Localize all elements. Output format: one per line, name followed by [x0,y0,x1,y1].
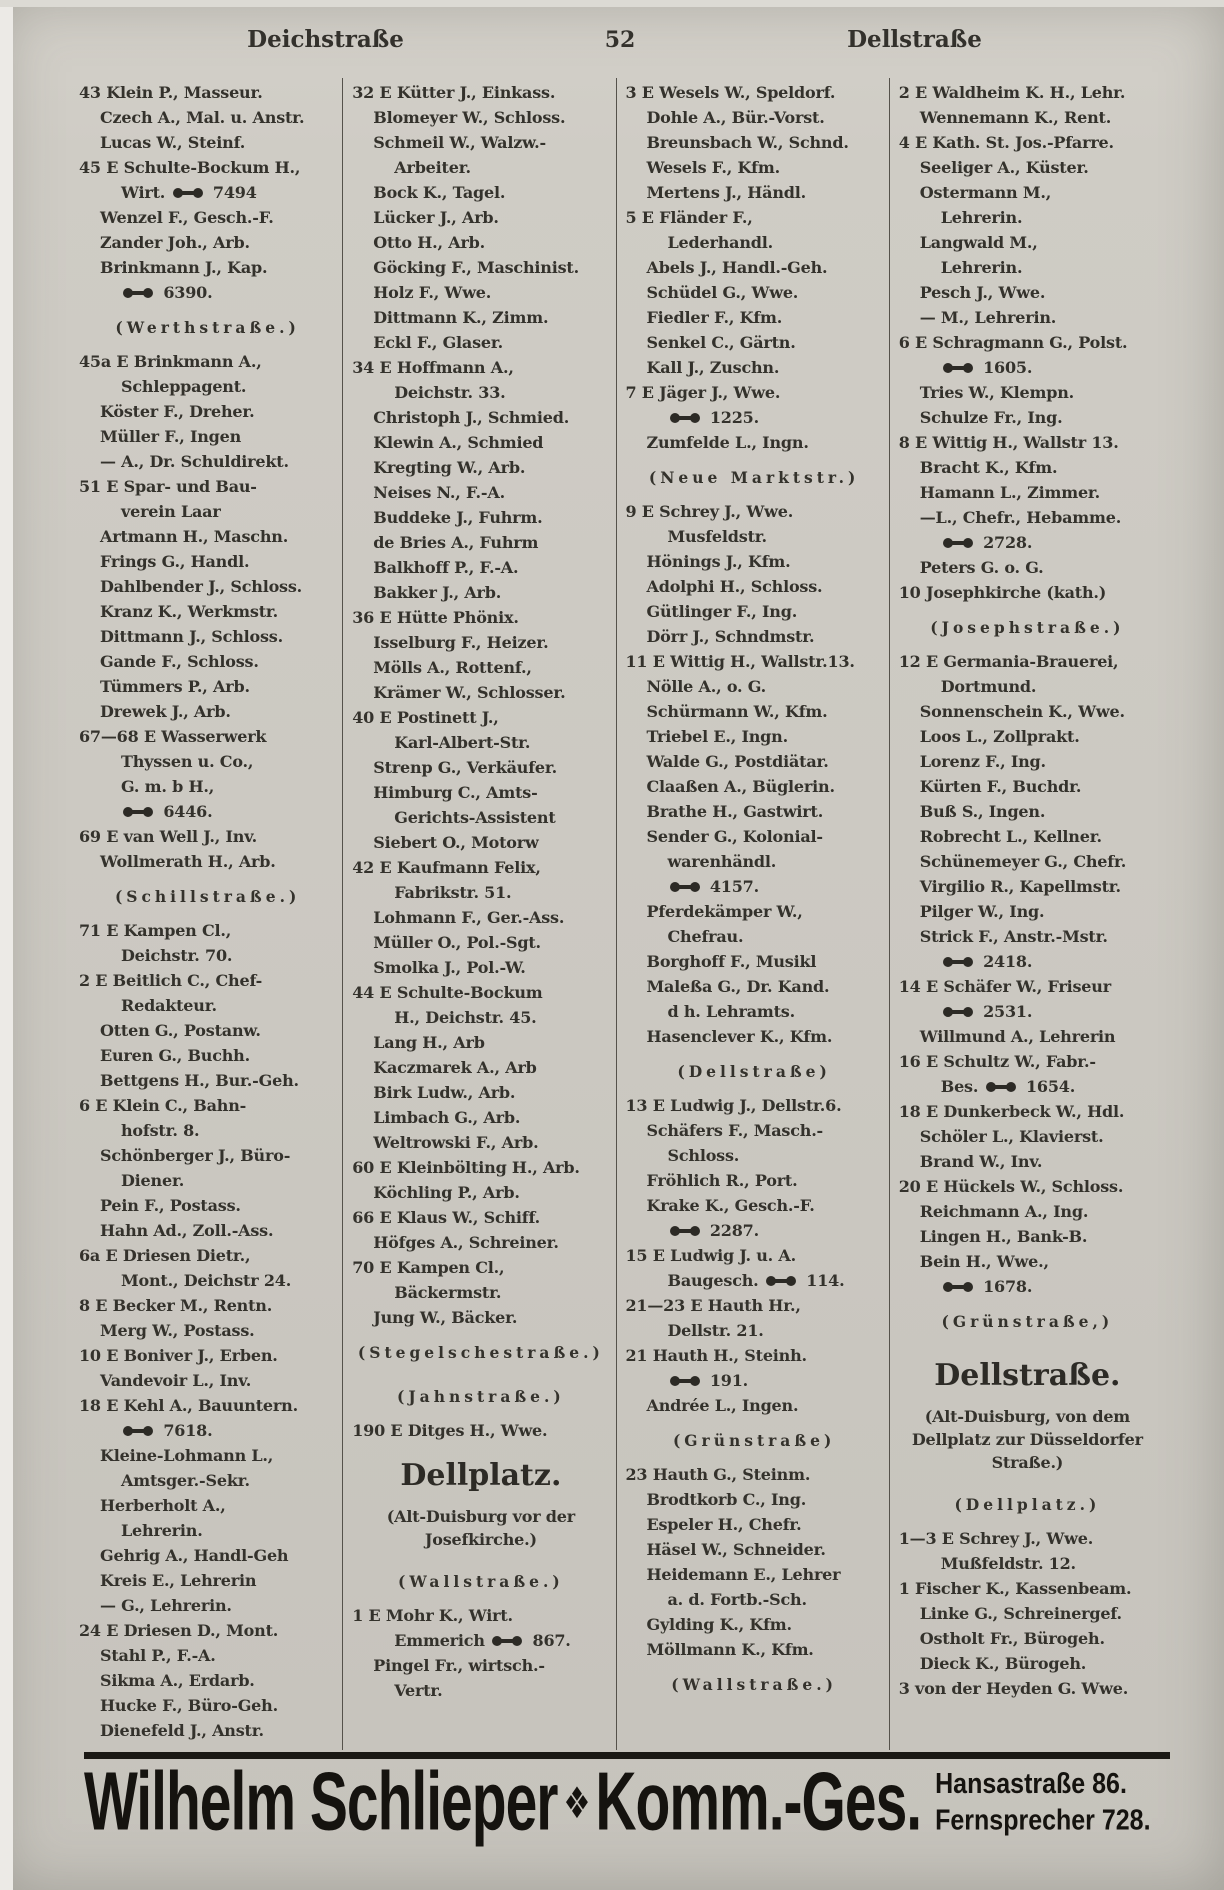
directory-line: Dittmann K., Zimm. [373,308,549,327]
directory-line: Balkhoff P., F.-A. [373,558,519,577]
directory-line: 32 E Kütter J., Einkass. [352,83,556,102]
directory-line: 2287. [626,1218,883,1243]
header-street-left: Deichstraße [247,26,404,53]
directory-line: Dienefeld J., Anstr. [100,1721,264,1740]
directory-line: 71 E Kampen Cl., [79,921,232,940]
directory-line: Walde G., Postdiätar. [646,752,829,771]
phone-icon [123,806,153,818]
directory-line: 5 E Fländer F., [625,208,753,227]
directory-line: Klewin A., Schmied [373,433,544,452]
directory-column-4 [889,78,1162,1750]
directory-line: 11 E Wittig H., Wallstr.13. [625,652,855,671]
directory-line: 23 Hauth G., Steinm. [625,1465,811,1484]
street-crossing-label: (Josephstraße.) [930,618,1125,637]
directory-line: Pferdekämper W., [646,902,803,921]
directory-line: Abels J., Handl.-Geh. [646,258,828,277]
directory-line: Tümmers P., Arb. [100,677,250,696]
directory-line: Hucke F., Büro-Geh. [100,1696,278,1715]
directory-line: Lehrerin. [940,208,1023,227]
directory-line: Diener. [121,1171,185,1190]
directory-line: Strick F., Anstr.-Mstr. [919,927,1108,946]
directory-line: verein Laar [121,502,221,521]
directory-line: Dieck K., Bürogeh. [919,1654,1087,1673]
directory-line: Pingel Fr., wirtsch.- [373,1656,545,1675]
directory-line: Vandevoir L., Inv. [100,1371,252,1390]
directory-line: 13 E Ludwig J., Dellstr.6. [625,1096,842,1115]
phone-icon [670,881,700,893]
directory-line: Siebert O., Motorw [373,833,539,852]
ad-contact-block [935,1765,1187,1839]
directory-line: 66 E Klaus W., Schiff. [352,1208,540,1227]
phone-icon [986,1081,1016,1093]
directory-line: Neises N., F.-A. [373,483,505,502]
directory-line: Willmund A., Lehrerin [919,1027,1116,1046]
directory-line: Langwald M., [919,233,1038,252]
directory-line: Linke G., Schreinergef. [919,1604,1122,1623]
directory-line: Bracht K., Kfm. [919,458,1058,477]
directory-line: Gerichts-Assistent [394,808,556,827]
directory-line: 2 E Beitlich C., Chef- [79,971,263,990]
header-street-right: Dellstraße [847,26,982,53]
directory-line: 43 Klein P., Masseur. [79,83,263,102]
phone-icon [943,1281,973,1293]
phone-icon [670,1225,700,1237]
directory-line: Heidemann E., Lehrer [646,1565,841,1584]
directory-line: Himburg C., Amts- [373,783,538,802]
directory-line: 1—3 E Schrey J., Wwe. [898,1529,1094,1548]
directory-line: 6 E Schragmann G., Polst. [898,333,1128,352]
directory-line: Senkel C., Gärtn. [646,333,796,352]
directory-column-3 [616,78,889,1750]
directory-line: Krake K., Gesch.-F. [646,1196,815,1215]
directory-line: Wollmerath H., Arb. [100,852,276,871]
directory-line: Dortmund. [940,677,1037,696]
directory-line: 6390. [79,280,336,305]
phone-icon [943,537,973,549]
directory-line: 10 E Boniver J., Erben. [79,1346,278,1365]
directory-line: Borghoff F., Musikl [646,952,817,971]
directory-line: Peters G. o. G. [919,558,1044,577]
page-number: 52 [604,27,636,53]
street-section-title: Dellstraße. [934,1358,1121,1393]
ad-company-name [84,1754,921,1850]
directory-line: Gütlinger F., Ing. [646,602,798,621]
directory-line: Lehrerin. [121,1521,203,1540]
directory-line: 42 E Kaufmann Felix, [352,858,541,877]
directory-line: 70 E Kampen Cl., [352,1258,505,1277]
directory-line: Bes. 1654. [940,1077,1076,1096]
directory-line: Dellstr. 21. [667,1321,764,1340]
directory-line: 14 E Schäfer W., Friseur [898,977,1111,996]
ad-company-suffix: Komm.-Ges. [595,1755,922,1849]
phone-icon [123,287,153,299]
directory-line: Maleßa G., Dr. Kand. [646,977,830,996]
directory-line: Triebel E., Ingn. [646,727,788,746]
directory-line: Schleppagent. [121,377,247,396]
street-crossing-label: (Jahnstraße.) [397,1387,565,1406]
directory-line: Limbach G., Arb. [373,1108,521,1127]
directory-line: Bakker J., Arb. [373,583,502,602]
directory-line: 3 E Wesels W., Speldorf. [625,83,836,102]
directory-line: Wenzel F., Gesch.-F. [100,208,274,227]
directory-line: 44 E Schulte-Bockum [352,983,543,1002]
directory-line: Sikma A., Erdarb. [100,1671,255,1690]
directory-line: Baugesch. 114. [667,1271,845,1290]
directory-line: Merg W., Postass. [100,1321,255,1340]
directory-line: 67—68 E Wasserwerk [79,727,267,746]
directory-line: Andrée L., Ingen. [646,1396,799,1415]
scan-edge-top [0,0,1224,7]
directory-line: Artmann H., Maschn. [100,527,289,546]
directory-line: 15 E Ludwig J. u. A. [625,1246,797,1265]
directory-line: 40 E Postinett J., [352,708,499,727]
directory-line: 7 E Jäger J., Wwe. [625,383,781,402]
directory-line: Schöler L., Klavierst. [919,1127,1104,1146]
directory-line: Weltrowski F., Arb. [373,1133,539,1152]
street-crossing-label: (Grünstraße,) [941,1312,1114,1331]
directory-line: Seeliger A., Küster. [919,158,1089,177]
directory-line: 34 E Hoffmann A., [352,358,514,377]
directory-line: 8 E Wittig H., Wallstr 13. [898,433,1119,452]
directory-line: Stahl P., F.-A. [100,1646,216,1665]
directory-line: Emmerich 867. [394,1631,571,1650]
directory-line: 2418. [899,949,1156,974]
phone-icon [943,362,973,374]
scan-edge-left [0,0,13,1890]
directory-line: Wennemann K., Rent. [919,108,1112,127]
street-crossing-label: (Stegelschestraße.) [357,1343,604,1362]
directory-line: Pilger W., Ing. [919,902,1045,921]
directory-line: 16 E Schultz W., Fabr.- [898,1052,1096,1071]
directory-line: Bäckermstr. [394,1283,502,1302]
directory-line: Hasenclever K., Kfm. [646,1027,833,1046]
directory-line: Holz F., Wwe. [373,283,492,302]
directory-line: Thyssen u. Co., [121,752,254,771]
page-header [86,26,1154,53]
directory-line: Mont., Deichstr 24. [121,1271,292,1290]
ad-company-text: Wilhelm Schlieper [84,1755,558,1849]
directory-line: Blomeyer W., Schloss. [373,108,566,127]
phone-icon [173,187,203,199]
directory-line: Karl-Albert-Str. [394,733,531,752]
directory-line: Zander Joh., Arb. [100,233,250,252]
directory-line: 6a E Driesen Dietr., [79,1246,251,1265]
ad-phone: Fernsprecher 728. [935,1804,1151,1837]
phone-icon [670,412,700,424]
directory-line: Kregting W., Arb. [373,458,526,477]
directory-line: Lohmann F., Ger.-Ass. [373,908,565,927]
directory-line: 7618. [79,1418,336,1443]
directory-line: Kranz K., Werkmstr. [100,602,279,621]
directory-line: Musfeldstr. [667,527,767,546]
street-crossing-label: (Schillstraße.) [114,887,301,906]
directory-line: Virgilio R., Kapellmstr. [919,877,1121,896]
phone-icon [492,1635,522,1647]
directory-line: a. d. Fortb.-Sch. [667,1590,807,1609]
directory-column-1 [70,78,342,1750]
directory-line: Pesch J., Wwe. [919,283,1046,302]
directory-line: Wirt. 7494 [121,183,257,202]
directory-line: Vertr. [394,1681,443,1700]
directory-line: 2 E Waldheim K. H., Lehr. [898,83,1126,102]
directory-line: Otto H., Arb. [373,233,486,252]
directory-line: 20 E Hückels W., Schloss. [898,1177,1124,1196]
directory-line: 24 E Driesen D., Mont. [79,1621,279,1640]
directory-line: 69 E van Well J., Inv. [79,827,258,846]
phone-icon [123,1425,153,1437]
directory-line: Amtsger.-Sekr. [121,1471,250,1490]
directory-line: 45 E Schulte-Bockum H., [79,158,301,177]
directory-line: Robrecht L., Kellner. [919,827,1102,846]
directory-line: Otten G., Postanw. [100,1021,261,1040]
directory-line: Reichmann A., Ing. [919,1202,1089,1221]
directory-line: Pein F., Postass. [100,1196,241,1215]
directory-line: Redakteur. [121,996,217,1015]
street-crossing-label: (Wallstraße.) [671,1675,837,1694]
directory-line: 36 E Hütte Phönix. [352,608,519,627]
directory-line: Chefrau. [667,927,744,946]
directory-line: Dittmann J., Schloss. [100,627,283,646]
directory-line: Köster F., Dreher. [100,402,255,421]
directory-line: 190 E Ditges H., Wwe. [352,1421,548,1440]
directory-columns [70,78,1162,1750]
diamond-ornament-icon: ❖ [563,1780,590,1829]
street-crossing-label: (Dellstraße) [677,1062,831,1081]
directory-line: Isselburg F., Heizer. [373,633,549,652]
directory-line: Gehrig A., Handl-Geh [100,1546,289,1565]
directory-line: Bock K., Tagel. [373,183,506,202]
directory-line: Schäfers F., Masch.- [646,1121,824,1140]
directory-line: — G., Lehrerin. [100,1596,232,1615]
directory-line: Dohle A., Bür.-Vorst. [646,108,825,127]
directory-line: Fröhlich R., Port. [646,1171,798,1190]
directory-line: Höfges A., Schreiner. [373,1233,559,1252]
directory-line: Müller F., Ingen [100,427,242,446]
directory-line: Buß S., Ingen. [919,802,1046,821]
directory-line: Kall J., Zuschn. [646,358,780,377]
directory-line: Eckl F., Glaser. [373,333,504,352]
directory-line: Kreis E., Lehrerin [100,1571,257,1590]
directory-line: Ostholt Fr., Bürogeh. [919,1629,1105,1648]
directory-line: Krämer W., Schlosser. [373,683,566,702]
directory-line: Kürten F., Buchdr. [919,777,1082,796]
directory-line: 3 von der Heyden G. Wwe. [898,1679,1129,1698]
directory-line: Dahlbender J., Schloss. [100,577,303,596]
directory-line: Jung W., Bäcker. [373,1308,518,1327]
directory-line: 12 E Germania-Brauerei, [898,652,1119,671]
directory-line: —L., Chefr., Hebamme. [919,508,1122,527]
directory-line: Fiedler F., Kfm. [646,308,783,327]
directory-line: Sender G., Kolonial- [646,827,823,846]
directory-line: Schönberger J., Büro- [100,1146,291,1165]
directory-line: H., Deichstr. 45. [394,1008,537,1027]
directory-line: Wesels F., Kfm. [646,158,780,177]
directory-line: Herberholt A., [100,1496,226,1515]
street-crossing-label: (Werthstraße.) [115,318,300,337]
directory-line: 1225. [626,405,883,430]
directory-line: Zumfelde L., Ingn. [646,433,809,452]
directory-line: 60 E Kleinbölting H., Arb. [352,1158,580,1177]
directory-line: — A., Dr. Schuldirekt. [100,452,289,471]
street-section-title: Dellplatz. [400,1458,562,1493]
directory-line: Kleine-Lohmann L., [100,1446,274,1465]
directory-line: 51 E Spar- und Bau- [79,477,257,496]
directory-line: G. m. b H., [121,777,215,796]
directory-line: Lehrerin. [940,258,1023,277]
directory-line: 21 Hauth H., Steinh. [625,1346,807,1365]
directory-line: Mölls A., Rottenf., [373,658,532,677]
directory-line: Lederhandl. [667,233,773,252]
directory-line: Breunsbach W., Schnd. [646,133,849,152]
directory-line: 2531. [899,999,1156,1024]
directory-line: Tries W., Klempn. [919,383,1075,402]
directory-line: Brodtkorb C., Ing. [646,1490,807,1509]
directory-line: Brathe H., Gastwirt. [646,802,824,821]
directory-line: Adolphi H., Schloss. [646,577,823,596]
directory-line: 4 E Kath. St. Jos.-Pfarre. [898,133,1114,152]
directory-line: Nölle A., o. G. [646,677,767,696]
phone-icon [943,1006,973,1018]
directory-line: 8 E Becker M., Rentn. [79,1296,273,1315]
section-note: (Alt-Duisburg vor der Josefkirche.) [386,1507,575,1549]
street-crossing-label: (Wallstraße.) [398,1572,564,1591]
directory-line: Ostermann M., [919,183,1052,202]
directory-line: Czech A., Mal. u. Anstr. [100,108,305,127]
directory-line: Fabrikstr. 51. [394,883,512,902]
advertisement-content [84,1755,1170,1849]
directory-line: Schloss. [667,1146,740,1165]
directory-line: Christoph J., Schmied. [373,408,570,427]
directory-line: Drewek J., Arb. [100,702,231,721]
directory-line: Buddeke J., Fuhrm. [373,508,543,527]
directory-line: Dörr J., Schndmstr. [646,627,815,646]
directory-line: Arbeiter. [394,158,471,177]
directory-line: Schünemeyer G., Chefr. [919,852,1127,871]
directory-line: Schmeil W., Walzw.- [373,133,546,152]
directory-line: 2728. [899,530,1156,555]
directory-line: Lucas W., Steinf. [100,133,246,152]
section-note: (Alt-Duisburg, von dem Dellplatz zur Düsseldorfer Straße.) [911,1407,1143,1472]
directory-line: 1 Fischer K., Kassenbeam. [898,1579,1132,1598]
directory-line: Brand W., Inv. [919,1152,1043,1171]
directory-line: 45a E Brinkmann A., [79,352,262,371]
directory-line: Bein H., Wwe., [919,1252,1049,1271]
street-crossing-label: (Dellplatz.) [954,1495,1101,1514]
directory-line: Lang H., Arb [373,1033,485,1052]
directory-line: 1678. [899,1274,1156,1299]
street-crossing-label: (Grünstraße) [672,1431,836,1450]
directory-line: Birk Ludw., Arb. [373,1083,516,1102]
directory-line: 1 E Mohr K., Wirt. [352,1606,513,1625]
directory-line: warenhändl. [667,852,777,871]
directory-line: Deichstr. 33. [394,383,506,402]
street-crossing-label: (Neue Marktstr.) [648,468,860,487]
directory-column-2 [342,78,615,1750]
advertisement [84,1752,1170,1882]
directory-line: Schulze Fr., Ing. [919,408,1063,427]
directory-line: 10 Josephkirche (kath.) [898,583,1107,602]
directory-line: 18 E Kehl A., Bauuntern. [79,1396,298,1415]
directory-line: Göcking F., Maschinist. [373,258,579,277]
directory-line: Gande F., Schloss. [100,652,259,671]
directory-line: 4157. [626,874,883,899]
directory-line: 9 E Schrey J., Wwe. [625,502,794,521]
directory-line: de Bries A., Fuhrm [373,533,539,552]
directory-line: 6 E Klein C., Bahn- [79,1096,247,1115]
directory-line: Smolka J., Pol.-W. [373,958,526,977]
directory-line: Müller O., Pol.-Sgt. [373,933,541,952]
directory-line: Strenp G., Verkäufer. [373,758,558,777]
directory-line: Schüdel G., Wwe. [646,283,799,302]
directory-line: Lorenz F., Ing. [919,752,1046,771]
directory-line: Hahn Ad., Zoll.-Ass. [100,1221,274,1240]
directory-line: Claaßen A., Büglerin. [646,777,835,796]
phone-icon [766,1275,796,1287]
directory-line: Mußfeldstr. 12. [940,1554,1076,1573]
directory-line: Euren G., Buchh. [100,1046,250,1065]
directory-line: Lücker J., Arb. [373,208,499,227]
directory-line: Gylding K., Kfm. [646,1615,792,1634]
directory-line: d h. Lehramts. [667,1002,795,1021]
directory-line: Frings G., Handl. [100,552,250,571]
directory-line: Schürmann W., Kfm. [646,702,828,721]
directory-line: Häsel W., Schneider. [646,1540,826,1559]
directory-line: Mertens J., Händl. [646,183,806,202]
directory-line: 1605. [899,355,1156,380]
directory-line: Brinkmann J., Kap. [100,258,268,277]
directory-line: — M., Lehrerin. [919,308,1057,327]
directory-line: Möllmann K., Kfm. [646,1640,814,1659]
directory-line: Deichstr. 70. [121,946,233,965]
ad-address: Hansastraße 86. [935,1767,1127,1800]
directory-line: Bettgens H., Bur.-Geh. [100,1071,299,1090]
directory-line: 18 E Dunkerbeck W., Hdl. [898,1102,1125,1121]
directory-line: Espeler H., Chefr. [646,1515,802,1534]
directory-line: 191. [626,1368,883,1393]
phone-icon [670,1375,700,1387]
directory-line: Hamann L., Zimmer. [919,483,1101,502]
directory-line: 21—23 E Hauth Hr., [625,1296,801,1315]
directory-line: Sonnenschein K., Wwe. [919,702,1125,721]
phone-icon [943,956,973,968]
directory-line: Kaczmarek A., Arb [373,1058,537,1077]
directory-line: 6446. [79,799,336,824]
directory-line: Hönings J., Kfm. [646,552,791,571]
directory-line: Köchling P., Arb. [373,1183,520,1202]
directory-line: Loos L., Zollprakt. [919,727,1080,746]
directory-line: Lingen H., Bank-B. [919,1227,1088,1246]
directory-line: hofstr. 8. [121,1121,200,1140]
